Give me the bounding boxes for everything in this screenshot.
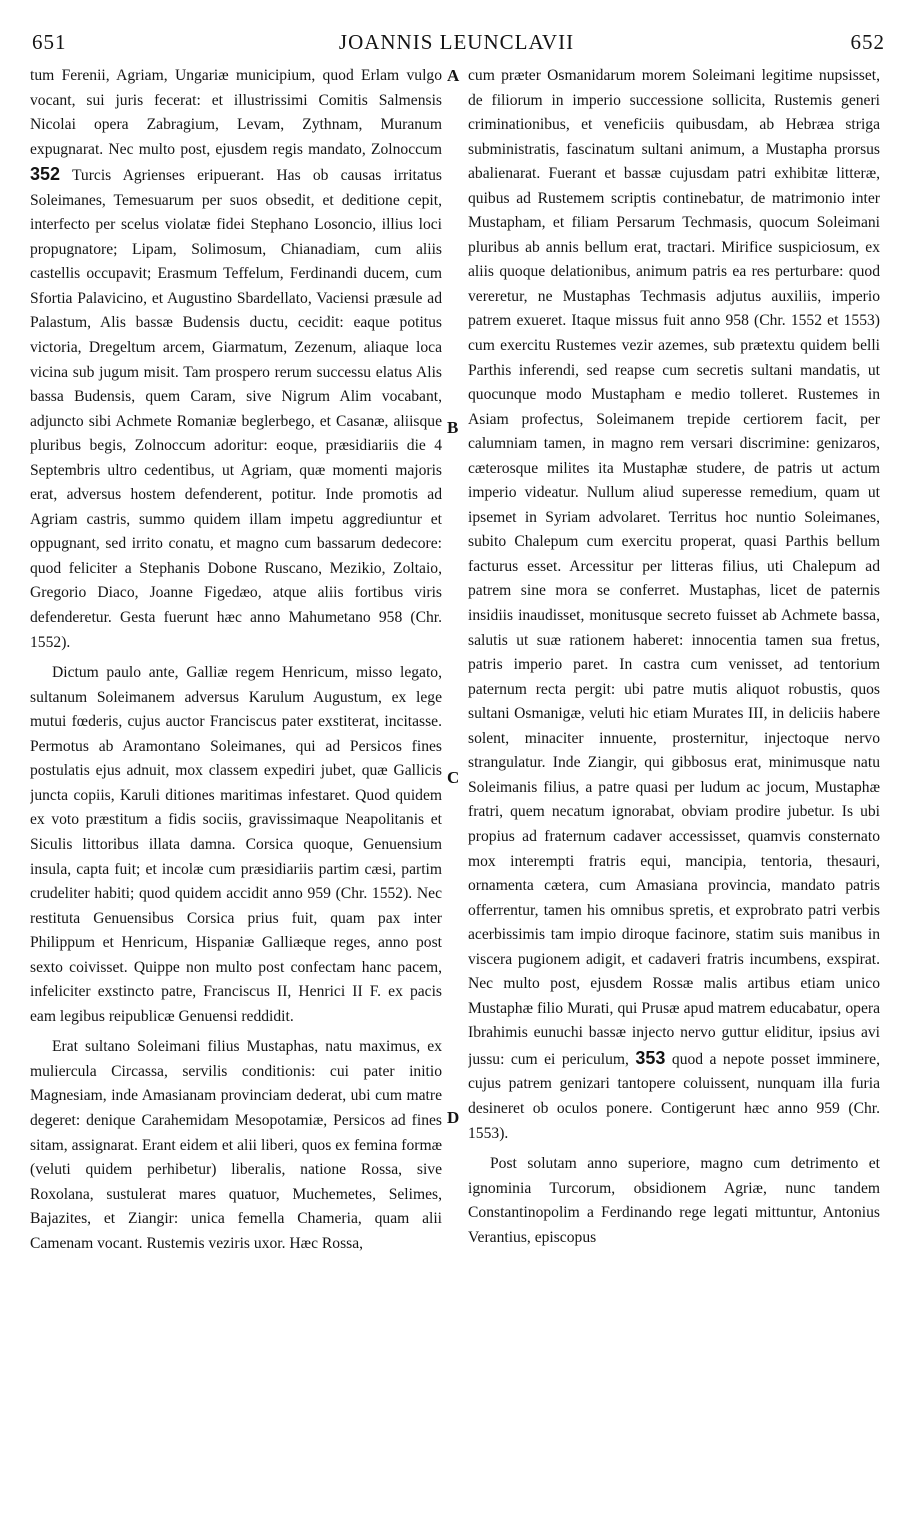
left-paragraph-2: Dictum paulo ante, Galliæ regem Henricum, misso legato, sultanum Soleimanem adversus Karulum Augustum, ex lege mutui fœderis, cujus auctor Franciscus pater exstiterat, incitasse. Permotus ab Aramontano Soleimanes, qui ad Persicos fines postulatis ejus adnuit, mox classem expediri jubet, quæ Gallicis juncta copiis, Karuli ditiones maritimas infestaret. Quod quidem ex voto præstitum a fidis sociis, gravissimaque Neapolitanis et Siculis littoribus illata damna. Corsica quoque, Genuensium insula, capta fuit; et incolæ cum præsidiariis partim cæsi, partim crudeliter habiti; quod quidem accidit anno 959 (Chr. 1552). Nec restituta Genuensibus Corsica prius fuit, quam pax inter Philippum et Henricum, Hispaniæ Galliæque reges, anno post sexto coivisset. Quippe non multo post confectam hanc pacem, infeliciter exstincto patre, Franciscus II, Henrici II F. ex pacis eam legibus reipublicæ Genuensi reddidit. bbox=[30, 664, 442, 1025]
right-column bbox=[468, 64, 880, 1534]
margin-letter-c: C bbox=[447, 768, 460, 787]
left-paragraph-3: Erat sultano Soleimani filius Mustaphas, natu maximus, ex muliercula Circassa, servilis conditionis: cui pater initio Magnesiam, inde Amasianam provinciam dederat, ubi cum matre degeret: denique Carahemidam Mesopotamiæ, Persicos ad fines sitam, assignarat. Erant eidem et alii liberi, quos ex femina formæ (veluti quidem perhibetur) liberalis, natione Rossa, sive Roxolana, sustulerat mares quatuor, Muchemetes, Selimes, Bajazites, et Ziangir: unica femella Chameria, quam alii Camenam vocant. Rustemis veziris uxor. Hæc Rossa, bbox=[30, 1038, 442, 1252]
page-number-right: 652 bbox=[850, 30, 885, 54]
right-paragraph-1 bbox=[468, 64, 880, 1146]
page-header bbox=[0, 30, 913, 60]
left-paragraph-1-part-b: Turcis Agrienses eripuerant. Has ob causas irritatus Soleimanes, Temesuarum per suos obsedit, et deditione cepit, interfecto per scelus violatæ fidei Stephano Losoncio, illius loci propugnatore; Lipam, Solimosum, Chianadiam, cum aliis castellis occupavit; Erasmum Teffelum, Ferdinandi ducem, cum Sfortia Palavicino, et Augustino Sbardellato, Vaciensi præsule ad Palastum, Alis bassæ Budensis ductu, cecidit: eaque potitus victoria, Dregeltum arcem, Giarmatum, Zezenum, aliaque loca vicina sub jugum misit. Tam prospero rerum successu elatus Alis bassa Budensis, quem Caram, sive Nigrum Alim vocabant, adjuncto sibi Achmete Romaniæ beglerbego, et Casanæ, aliisque pluribus begis, Zolnoccum adoritur: eoque, præsidiariis die 4 Septembris ultro cedentibus, ut Agriam, quæ momenti majoris erat, adversus hostem defenderent, potitur. Inde promotis ad Agriam castris, summo quidem illam impetu aggrediuntur et oppugnant, sed irrito conatu, et magno cum bassarum dedecore: quod feliciter a Stephanis Dobone Ruscano, Mezikio, Zoltaio, Gregorio Diaco, Joanne Figedæo, atque aliis fortibus viris defenderetur. Gesta fuerunt hæc anno Mahumetano 958 (Chr. 1552). bbox=[30, 167, 442, 651]
section-marker-353: 353 bbox=[635, 1047, 666, 1068]
margin-letter-b: B bbox=[447, 418, 459, 437]
right-paragraph-1-part-b: quod a nepote posset imminere, cujus patrem genizari tantopere coluissent, nunquam illa furia desineret ob oculos ponere. Contigerunt hæc anno 959 (Chr. 1553). bbox=[468, 1050, 880, 1142]
right-paragraph-1-part-a: cum præter Osmanidarum morem Soleimani legitime nupsisset, de filiorum in imperio successione sollicita, Rustemis generi criminationibus, et veneficiis quibusdam, ab Hebræa striga subministratis, fascinatum sultani animum, a Mustapha prorsus abalienarat. Fuerant et bassæ cujusdam patri exhibitæ litteræ, quibus ad Rustemem scriptis continebatur, de matrimonio inter Mustapham, et filiam Persarum Techmasis, quocum Soleimani pluribus ab annis bellum erat, tractari. Mirifice suspiciosum, ex aliis quoque delationibus, animum patris ea res perturbare: quod vereretur, ne Mustaphas Techmasis adjutus auxiliis, imperio patrem exueret. Itaque missus fuit anno 958 (Chr. 1552 et 1553) cum exercitu Rustemes vezir azemes, sub prætextu quidem belli Parthis inferendi, sed reapse cum secretis sultani mandatis, ut quocunque modo Mustapham e medio tolleret. Rustemes in Asiam profectus, Soleimanem trepide certiorem facit, per calumniam tamen, in magno rem versari discrimine: genizaros, cæterosque milites ita Mustaphæ studere, de patris ut actum imperio videatur. Nullum aliud superesse remedium, quam ut ipsemet in Syriam advolaret. Territus hoc nuntio Soleimanes, subito Chalepum cum exercitu properat, quasi Parthis bellum facturus esset. Arcessitur per litteras filius, uti Chalepum ad patrem sine mora se conferret. Mustaphas, licet de paternis insidiis inaudisset, monitusque secreto fuisset ab Achmete bassa, salutis ut suæ rationem haberet: innocentia tamen sua fretus, patris imperio paret. In castra cum venisset, ad tentorium paternum recta pergit: ubi patre mutis aliquot robustis, quos sultani Osmanigæ, veluti hic etiam Murates III, in deliciis habere solent, minaciter innuente, prosternitur, injectoque nervo strangulatur. Inde Ziangir, qui gibbosus erat, minimusque natu Soleimanis filius, a patre quasi per ludum ac jocum, Mustaphæ fratri, quem necatum ignorabat, obviam prodire jubetur. Is ubi propius ad fraternum cadaver accessisset, quamvis consternato mox interempti fratris equi, mancipia, tentoria, thesauri, ornamenta cætera, cum Amasiana provincia, mandato patris offerrentur, tamen his omnibus spretis, et exprobrato patri verbis acerbissimis tam impio diroque facinore, statim suis manibus in viscera pugionem adigit, et cadaveri fratris incumbens, exspirat. Nec multo post, ejusdem Rossæ malis artibus etiam unico Mustaphæ filio Murati, qui Prusæ apud matrem educabatur, opera Ibrahimis eunuchi bassæ injecto nervo guttur eliditur, ipsius avi jussu: cum ei periculum, bbox=[468, 67, 880, 1068]
page-number-left: 651 bbox=[32, 30, 67, 54]
margin-letter-a: A bbox=[447, 66, 460, 85]
left-column bbox=[30, 64, 442, 1534]
left-paragraph-1-part-a: tum Ferenii, Agriam, Ungariæ municipium, quod Erlam vulgo vocant, sui juris fecerat: et illustrissimi Comitis Salmensis Nicolai opera Zabragium, Levam, Zythnam, Muranum expugnarat. Nec multo post, ejusdem regis mandato, Zolnoccum bbox=[30, 67, 442, 158]
running-title: JOANNIS LEUNCLAVII bbox=[338, 30, 575, 54]
section-marker-352: 352 bbox=[30, 164, 61, 185]
right-paragraph-2: Post solutam anno superiore, magno cum detrimento et ignominia Turcorum, obsidionem Agriæ, nunc tandem Constantinopolim a Ferdinando rege legati mittuntur, Antonius Verantius, episcopus bbox=[468, 1155, 880, 1246]
margin-letter-d: D bbox=[447, 1108, 460, 1127]
left-paragraph-1 bbox=[30, 64, 442, 655]
